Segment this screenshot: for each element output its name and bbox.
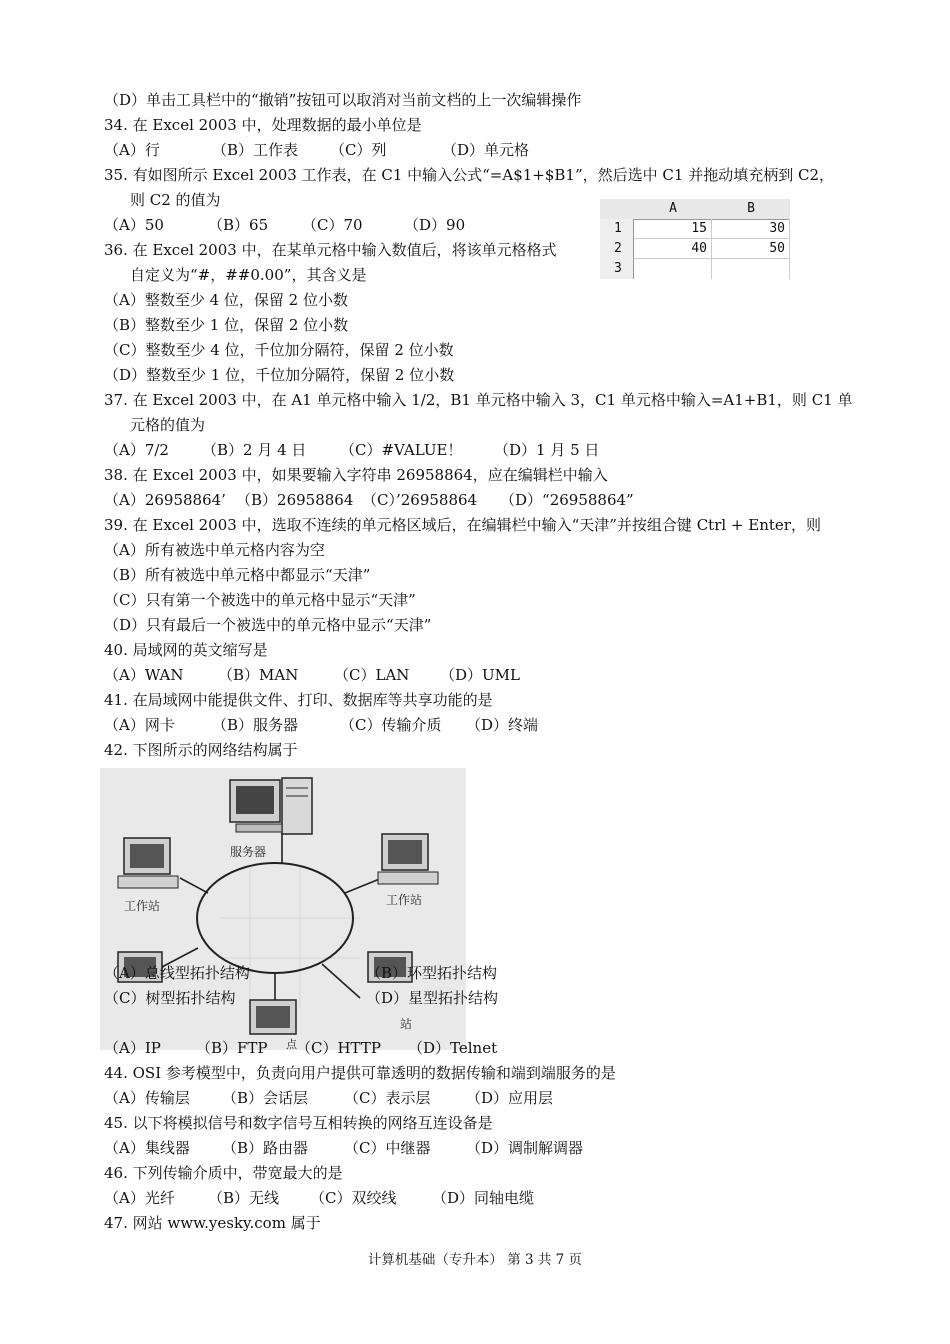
answer-option: （A）总线型拓扑结构 <box>104 964 250 982</box>
answer-option: （A）集线器 <box>104 1139 190 1157</box>
column-header-b: B <box>712 199 790 220</box>
answer-option: （B）2 月 4 日 <box>202 441 307 459</box>
answer-option: （B）26958864 <box>236 491 354 509</box>
answer-option: （C）列 <box>330 141 387 159</box>
answer-option: （B）环型拓扑结构 <box>366 964 498 982</box>
answer-option: （C）HTTP <box>296 1039 381 1057</box>
answer-option: （D）UML <box>440 666 520 684</box>
answer-option: （C）树型拓扑结构 <box>104 989 236 1007</box>
question-line: 39. 在 Excel 2003 中，选取不连续的单元格区域后，在编辑栏中输入“天津”并按组合键 Ctrl + Enter，则 <box>104 516 821 534</box>
question-line: （C）整数至少 4 位，千位加分隔符，保留 2 位小数 <box>104 341 454 359</box>
answer-option: （C）双绞线 <box>310 1189 397 1207</box>
answer-option: （D）调制解调器 <box>466 1139 584 1157</box>
answer-option: （D）单元格 <box>442 141 530 159</box>
row-header-1: 1 <box>600 219 634 239</box>
answer-option: （A）行 <box>104 141 160 159</box>
cell-b3 <box>712 259 790 279</box>
answer-option: （D）星型拓扑结构 <box>366 989 499 1007</box>
question-line: （C）只有第一个被选中的单元格中显示“天津” <box>104 591 416 609</box>
cell-a3 <box>634 259 712 279</box>
answer-option: （D）终端 <box>466 716 539 734</box>
question-line: （D）只有最后一个被选中的单元格中显示“天津” <box>104 616 432 634</box>
answer-option: （A）光纤 <box>104 1189 175 1207</box>
answer-option: （A）26958864’ <box>104 491 226 509</box>
answer-option: （D）同轴电缆 <box>432 1189 535 1207</box>
workstation-left-label: 工作站 <box>124 899 161 913</box>
answer-option: （B）服务器 <box>212 716 299 734</box>
answer-option: （A）50 <box>104 216 164 234</box>
question-line: （B）所有被选中单元格中都显示“天津” <box>104 566 371 584</box>
answer-option: （D）90 <box>404 216 466 234</box>
workstation-bottom-label: 点 <box>286 1038 297 1050</box>
question-line: 38. 在 Excel 2003 中，如果要输入字符串 26958864，应在编辑栏中输入 <box>104 466 608 484</box>
answer-option: （C）传输介质 <box>340 716 442 734</box>
answer-option: （D）“26958864” <box>500 491 634 509</box>
row-header-2: 2 <box>600 239 634 259</box>
answer-option: （A）传输层 <box>104 1089 190 1107</box>
answer-option: （C）表示层 <box>344 1089 431 1107</box>
question-line: 则 C2 的值为 <box>130 191 221 209</box>
question-line: 47. 网站 www.yesky.com 属于 <box>104 1214 321 1232</box>
answer-option: （B）工作表 <box>212 141 299 159</box>
page-footer: 计算机基础（专升本） 第 3 共 7 页 <box>367 1252 583 1268</box>
answer-option: （D）1 月 5 日 <box>494 441 600 459</box>
row-header-3: 3 <box>600 259 634 279</box>
workstation-left-icon <box>118 838 178 888</box>
answer-option: （B）MAN <box>218 666 299 684</box>
answer-option: （A）7/2 <box>104 441 169 459</box>
question-line: 自定义为“#，##0.00”，其含义是 <box>130 266 367 284</box>
question-line: 45. 以下将模拟信号和数字信号互相转换的网络互连设备是 <box>104 1114 493 1132</box>
answer-option: （D）应用层 <box>466 1089 554 1107</box>
answer-option: （B）65 <box>208 216 269 234</box>
cell-a2: 40 <box>634 239 712 259</box>
question-line: 40. 局域网的英文缩写是 <box>104 641 268 659</box>
question-line: 37. 在 Excel 2003 中，在 A1 单元格中输入 1/2，B1 单元格中输入 3，C1 单元格中输入=A1+B1，则 C1 单 <box>104 391 853 409</box>
question-line: 35. 有如图所示 Excel 2003 工作表，在 C1 中输入公式“=A$1+$B1”，然后选中 C1 并拖动填充柄到 C2， <box>104 166 834 184</box>
answer-option: （A）网卡 <box>104 716 175 734</box>
server-label: 服务器 <box>230 845 267 859</box>
cell-a1: 15 <box>634 219 712 239</box>
workstation-bottom-right-label: 站 <box>400 1017 413 1031</box>
question-line: 元格的值为 <box>130 416 206 434</box>
question-line: 36. 在 Excel 2003 中，在某单元格中输入数值后，将该单元格格式 <box>104 241 557 259</box>
cell-b1: 30 <box>712 219 790 239</box>
question-line: （B）整数至少 1 位，保留 2 位小数 <box>104 316 349 334</box>
answer-option: （C）’26958864 <box>362 491 478 509</box>
cell-b2: 50 <box>712 239 790 259</box>
answer-option: （B）FTP <box>196 1039 268 1057</box>
column-header-a: A <box>634 199 713 220</box>
question-line: 46. 下列传输介质中，带宽最大的是 <box>104 1164 343 1182</box>
question-line: 41. 在局域网中能提供文件、打印、数据库等共享功能的是 <box>104 691 493 709</box>
answer-option: （A）WAN <box>104 666 184 684</box>
corner-cell <box>600 199 635 220</box>
question-line: 44. OSI 参考模型中，负责向用户提供可靠透明的数据传输和端到端服务的是 <box>104 1064 616 1082</box>
question-line: （A）整数至少 4 位，保留 2 位小数 <box>104 291 348 309</box>
workstation-bottom-icon <box>250 1000 296 1034</box>
workstation-right-label: 工作站 <box>386 893 423 907</box>
question-line: （A）所有被选中单元格内容为空 <box>104 541 325 559</box>
excel-worksheet-figure <box>600 199 790 279</box>
answer-option: （B）会话层 <box>222 1089 309 1107</box>
question-line: （D）单击工具栏中的“撤销”按钮可以取消对当前文档的上一次编辑操作 <box>104 91 582 109</box>
question-line: （D）整数至少 1 位，千位加分隔符，保留 2 位小数 <box>104 366 455 384</box>
server-computer-icon <box>230 778 312 834</box>
answer-option: （C）中继器 <box>344 1139 431 1157</box>
answer-option: （A）IP <box>104 1039 161 1057</box>
question-line: 34. 在 Excel 2003 中，处理数据的最小单位是 <box>104 116 422 134</box>
answer-option: （C）70 <box>302 216 363 234</box>
answer-option: （C）LAN <box>334 666 410 684</box>
answer-option: （B）路由器 <box>222 1139 309 1157</box>
question-line: 42. 下图所示的网络结构属于 <box>104 741 298 759</box>
answer-option: （D）Telnet <box>408 1039 498 1057</box>
answer-option: （B）无线 <box>208 1189 280 1207</box>
answer-option: （C）#VALUE！ <box>340 441 463 459</box>
